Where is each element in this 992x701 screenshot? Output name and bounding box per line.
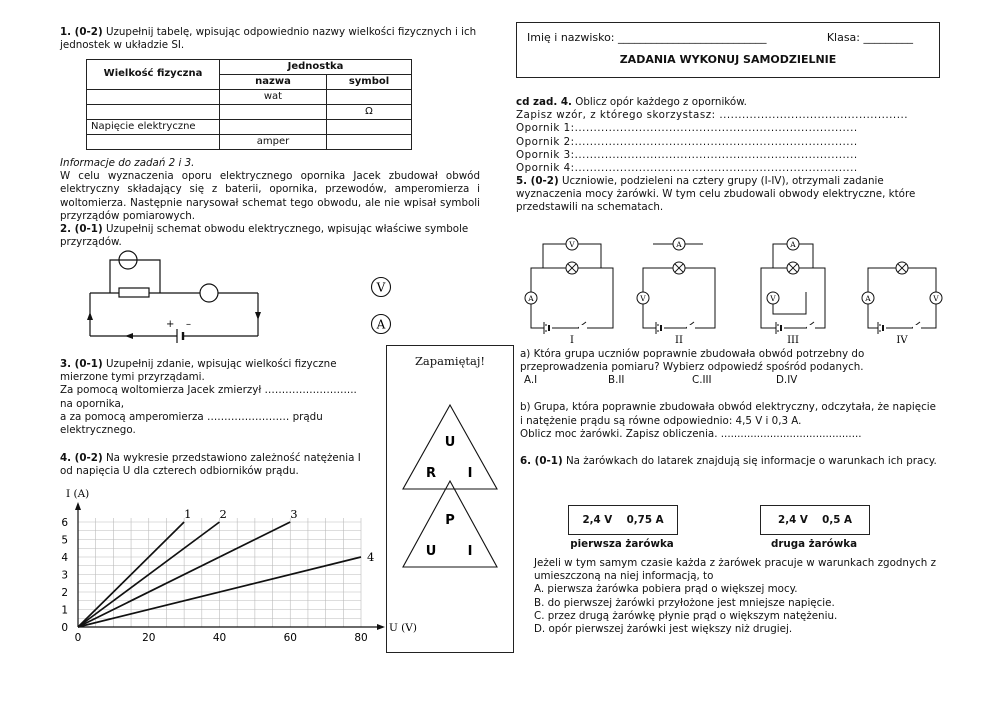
info-block (60, 157, 480, 249)
header-title: ZADANIA WYKONUJ SAMODZIELNIE (619, 53, 837, 66)
table-cell[interactable] (87, 90, 220, 105)
q1-text: 1. (0-2) Uzupełnij tabelę, wpisując odpowiednio nazwy wielkości fizycznych i ich jednostek w układzie SI. (60, 26, 477, 52)
q6-text: 6. (0-1) Na żarówkach do latarek znajdują się informacje o warunkach ich pracy. (520, 454, 937, 467)
info-title: Informacje do zadań 2 i 3. (60, 157, 195, 169)
voltmeter-symbol[interactable] (370, 276, 392, 298)
table-cell[interactable] (220, 105, 327, 120)
q5-text: 5. (0-2) Uczniowie, podzieleni na cztery grupy (I-IV), otrzymali zadanie wyznaczenia mocy żarówki. W tym celu zbudowali obwody elektryczne, które przedstawili na schematach. (516, 175, 916, 214)
q6-answer[interactable]: B. do pierwszej żarówki przyłożone jest mniejsze napięcie. (534, 596, 835, 609)
class-field[interactable]: Klasa: _________ (826, 31, 913, 44)
series-label: 2 (219, 507, 227, 521)
resistor (119, 288, 149, 297)
q6-answer[interactable]: C. przez drugą żarówkę płynie prąd o większym natężeniu. (534, 609, 838, 622)
y-axis-label: I (A) (66, 488, 90, 500)
meter-icon (566, 238, 578, 250)
tri2-left: U (425, 544, 437, 559)
option-a[interactable]: A.I (524, 374, 538, 387)
meter-icon (637, 292, 649, 304)
tri1-right: I (467, 466, 473, 481)
q5-questions (520, 348, 940, 468)
q4cont-block (516, 96, 941, 215)
battery-plus: + (166, 319, 175, 330)
circuit-3 (761, 244, 825, 332)
info-text: W celu wyznaczenia oporu elektrycznego opornika Jacek zbudował obwód elektryczny składający się z baterii, opornika, przewodów, amperomierza i woltomierza. Następnie narysował schemat tego obwodu, ale nie wpisał symboli przyrządów pomiarowych. (60, 170, 480, 222)
y-tick-label: 1 (61, 604, 68, 617)
meter-icon (525, 292, 537, 304)
triangle-pui (400, 478, 500, 570)
x-tick-label: 0 (74, 632, 82, 644)
x-tick-label: 60 (283, 632, 297, 644)
resistor4-line[interactable]: Opornik 4:........................................................................... (516, 161, 858, 174)
svg-text:A: A (528, 293, 534, 303)
meter-icon (787, 238, 799, 250)
table-row (87, 90, 412, 105)
table-cell[interactable] (327, 90, 412, 105)
svg-text:A: A (790, 239, 796, 249)
meter-icon (862, 292, 874, 304)
svg-text:A: A (676, 239, 682, 249)
option-c[interactable]: C.III (692, 374, 712, 387)
circuit-label: IV (896, 335, 908, 346)
q3-line1: Za pomocą woltomierza Jacek zmierzył ……………………... na opornika, (60, 384, 357, 410)
x-tick-label: 40 (212, 632, 227, 644)
q6-answer[interactable]: A. pierwsza żarówka pobiera prąd o większej mocy. (534, 583, 798, 596)
meter-icon (930, 292, 942, 304)
series-label: 4 (367, 550, 375, 564)
circuit-label: II (675, 335, 683, 346)
x-axis-arrow (377, 624, 385, 630)
q5a-options (520, 374, 940, 389)
col-symbol-header: symbol (327, 75, 412, 90)
y-tick-label: 2 (61, 587, 68, 599)
q3-block (60, 358, 365, 437)
svg-text:V: V (376, 280, 386, 295)
meter-icon (767, 292, 779, 304)
option-d[interactable]: D.IV (776, 374, 798, 387)
q5b-text2[interactable]: Oblicz moc żarówki. Zapisz obliczenia. ........................................... (520, 427, 862, 440)
tri1-left: R (425, 466, 437, 481)
battery-minus: – (186, 319, 191, 330)
q5-circuits (516, 232, 946, 347)
svg-text:A: A (865, 293, 871, 303)
q6-answer[interactable]: D. opór pierwszej żarówki jest większy niż drugiej. (534, 622, 793, 635)
empty-meter-2 (200, 284, 218, 302)
svg-text:V: V (933, 293, 939, 303)
resistor2-line[interactable]: Opornik 2:........................................................................... (516, 135, 858, 148)
q4-text: 4. (0-2) Na wykresie przedstawiono zależność natężenia I od napięcia U dla czterech odbiorników prądu. (60, 452, 361, 478)
table-cell[interactable]: Napięcie elektryczne (87, 120, 220, 135)
y-tick-label: 5 (61, 534, 68, 547)
q6-answers (534, 557, 936, 636)
table-cell[interactable] (327, 135, 412, 150)
q3-text: 3. (0-1) Uzupełnij zdanie, wpisując wielkości fizyczne mierzone tymi przyrządami. (60, 358, 337, 384)
tri2-right: I (467, 544, 473, 559)
svg-text:V: V (569, 239, 575, 249)
table-row (87, 120, 412, 135)
q2-circuit (80, 250, 280, 350)
table-cell[interactable] (327, 120, 412, 135)
table-cell[interactable] (87, 135, 220, 150)
y-tick-label: 3 (61, 569, 68, 582)
x-tick-label: 20 (142, 632, 156, 644)
circuit-label: I (570, 335, 574, 346)
bulb2-box: 2,4 V 0,5 A (760, 505, 870, 535)
iu-chart (56, 485, 417, 655)
series-label: 1 (184, 507, 192, 521)
q5b-text: b) Grupa, która poprawnie zbudowała obwód elektryczny, odczytała, że napięcie i natężenie prądu są równe odpowiednio: 4,5 V i 0,3 A. (520, 401, 936, 427)
q4-block (60, 452, 370, 478)
y-tick-label: 6 (61, 517, 68, 529)
circuit-1 (531, 244, 613, 332)
circuit-2 (643, 244, 715, 332)
svg-text:V: V (770, 293, 776, 303)
col-quantity-header: Wielkość fizyczna (87, 60, 220, 90)
student-header (516, 22, 940, 78)
table-cell[interactable] (87, 105, 220, 120)
left-column (60, 26, 480, 52)
svg-text:A: A (376, 317, 386, 332)
table-row (87, 105, 412, 120)
bulb2-label: druga żarówka (770, 538, 858, 550)
table-row (87, 135, 412, 150)
bulb1-label: pierwsza żarówka (570, 538, 674, 550)
resistor3-line[interactable]: Opornik 3:........................................................................... (516, 148, 858, 161)
q5a-text: a) Która grupa uczniów poprawnie zbudowała obwód potrzebny do przeprowadzenia pomiaru? Wybierz odpowiedź spośród podanych. (520, 348, 865, 374)
ammeter-symbol[interactable] (370, 313, 392, 335)
col-name-header: nazwa (220, 75, 327, 90)
name-field[interactable]: Imię i nazwisko: ___________________________ (527, 31, 767, 44)
table-cell[interactable]: wat (220, 90, 327, 105)
circuit-label: III (787, 335, 799, 346)
x-axis-label: U (V) (389, 622, 417, 634)
y-tick-label: 4 (61, 552, 68, 564)
q3-line2: a za pomocą amperomierza …………………… prądu elektrycznego. (60, 410, 323, 436)
meter-icon (673, 238, 685, 250)
svg-text:V: V (640, 293, 646, 303)
x-tick-label: 80 (354, 632, 368, 644)
tri2-top: P (445, 513, 455, 528)
bulb1-box: 2,4 V 0,75 A (568, 505, 678, 535)
remember-box (386, 345, 514, 653)
remember-title: Zapamiętaj! (414, 354, 486, 368)
y-tick-label: 0 (61, 622, 68, 634)
y-axis-arrow (75, 502, 81, 510)
units-table (86, 59, 412, 150)
option-b[interactable]: B.II (608, 374, 625, 387)
resistor1-line[interactable]: Opornik 1:........................................................................... (516, 122, 858, 135)
col-unit-header: Jednostka (220, 60, 412, 75)
formula-line[interactable]: Zapisz wzór, z którego skorzystasz: .................................................. (516, 109, 909, 122)
tri1-top: U (444, 435, 456, 450)
q4cont-text: cd zad. 4. Oblicz opór każdego z oporników. (516, 96, 747, 108)
q6-stem: Jeżeli w tym samym czasie każda z żarówek pracuje w warunkach zgodnych z umieszczoną na niej informacją, to (534, 557, 936, 583)
q2-text: 2. (0-1) Uzupełnij schemat obwodu elektrycznego, wpisując właściwe symbole przyrządów. (60, 222, 469, 249)
table-cell[interactable]: Ω (327, 105, 412, 120)
series-label: 3 (290, 507, 298, 521)
table-cell[interactable] (220, 120, 327, 135)
table-cell[interactable]: amper (220, 135, 327, 150)
